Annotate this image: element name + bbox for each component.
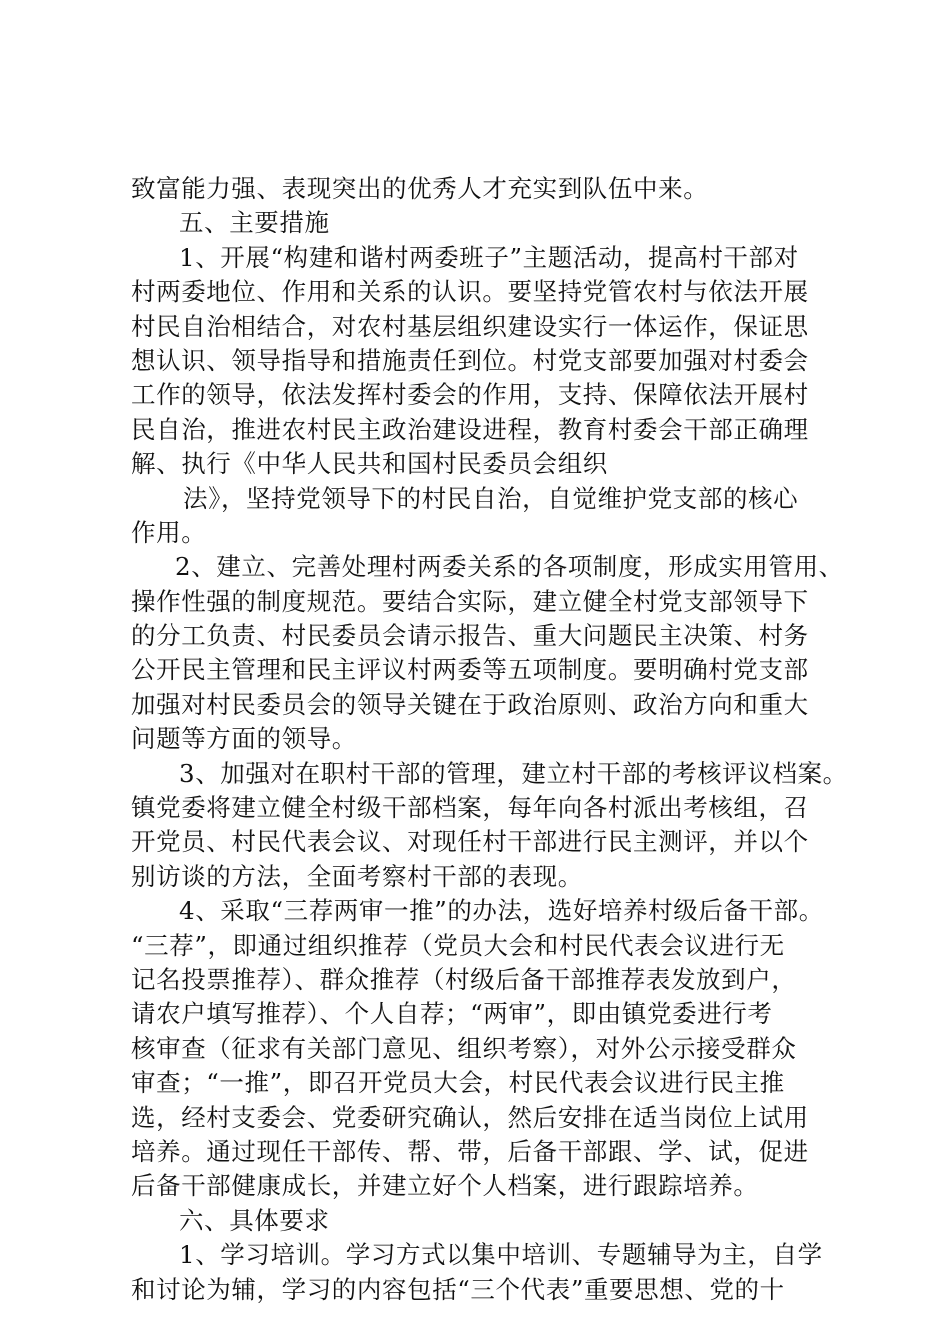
text-line: 3、加强对在职村干部的管理，建立村干部的考核评议档案。 (179, 758, 848, 788)
text-line: 作用。 (131, 517, 207, 547)
text-line: 4、采取“三荐两审一推”的办法，选好培养村级后备干部。 (179, 896, 824, 926)
text-line: 和讨论为辅，学习的内容包括“三个代表”重要思想、党的十 (131, 1274, 785, 1304)
text-line: 解、执行《中华人民共和国村民委员会组织 (131, 449, 608, 479)
text-line: 村民自治相结合，对农村基层组织建设实行一体运作，保证思 (131, 311, 809, 341)
text-line: 民自治，推进农村民主政治建设进程，教育村委会干部正确理 (131, 414, 809, 444)
text-line: 2、建立、完善处理村两委关系的各项制度，形成实用管用、 (175, 552, 844, 582)
text-line: 开党员、村民代表会议、对现任村干部进行民主测评，并以个 (131, 827, 809, 857)
text-line: 加强对村民委员会的领导关键在于政治原则、政治方向和重大 (131, 689, 809, 719)
text-line: 请农户填写推荐）、个人自荐；“两审”，即由镇党委进行考 (131, 999, 773, 1029)
text-line: 的分工负责、村民委员会请示报告、重大问题民主决策、村务 (131, 621, 809, 651)
section-heading: 五、主要措施 (179, 208, 330, 238)
text-line: 选，经村支委会、党委研究确认，然后安排在适当岗位上试用 (131, 1102, 809, 1132)
text-line: 致富能力强、表现突出的优秀人才充实到队伍中来。 (131, 174, 709, 203)
text-line: “三荐”，即通过组织推荐（党员大会和村民代表会议进行无 (131, 930, 785, 960)
text-line: 公开民主管理和民主评议村两委等五项制度。要明确村党支部 (131, 655, 809, 685)
document-body (131, 172, 848, 1307)
text-line: 操作性强的制度规范。要结合实际，建立健全村党支部领导下 (131, 586, 809, 616)
text-line: 别访谈的方法，全面考察村干部的表现。 (131, 861, 583, 891)
text-line: 镇党委将建立健全村级干部档案，每年向各村派出考核组，召 (131, 793, 809, 823)
text-line: 1、学习培训。学习方式以集中培训、专题辅导为主，自学 (179, 1240, 823, 1270)
section-heading: 六、具体要求 (179, 1205, 330, 1235)
text-line: 法》，坚持党领导下的村民自治，自觉维护党支部的核心 (183, 483, 799, 513)
text-line: 村两委地位、作用和关系的认识。要坚持党管农村与依法开展 (131, 277, 809, 307)
text-line: 培养。通过现任干部传、帮、带，后备干部跟、学、试，促进 (131, 1136, 809, 1166)
text-line: 工作的领导，依法发挥村委会的作用，支持、保障依法开展村 (131, 380, 809, 410)
text-line: 审查；“一推”，即召开党员大会，村民代表会议进行民主推 (131, 1068, 785, 1098)
text-line: 1、开展“构建和谐村两委班子”主题活动，提高村干部对 (179, 242, 799, 272)
text-line: 想认识、领导指导和措施责任到位。村党支部要加强对村委会 (131, 345, 809, 375)
text-line: 记名投票推荐）、群众推荐（村级后备干部推荐表发放到户， (131, 964, 797, 994)
text-line: 问题等方面的领导。 (131, 724, 357, 754)
text-line: 核审查（征求有关部门意见、组织考察），对外公示接受群众 (131, 1033, 797, 1063)
text-line: 后备干部健康成长，并建立好个人档案，进行跟踪培养。 (131, 1171, 759, 1201)
